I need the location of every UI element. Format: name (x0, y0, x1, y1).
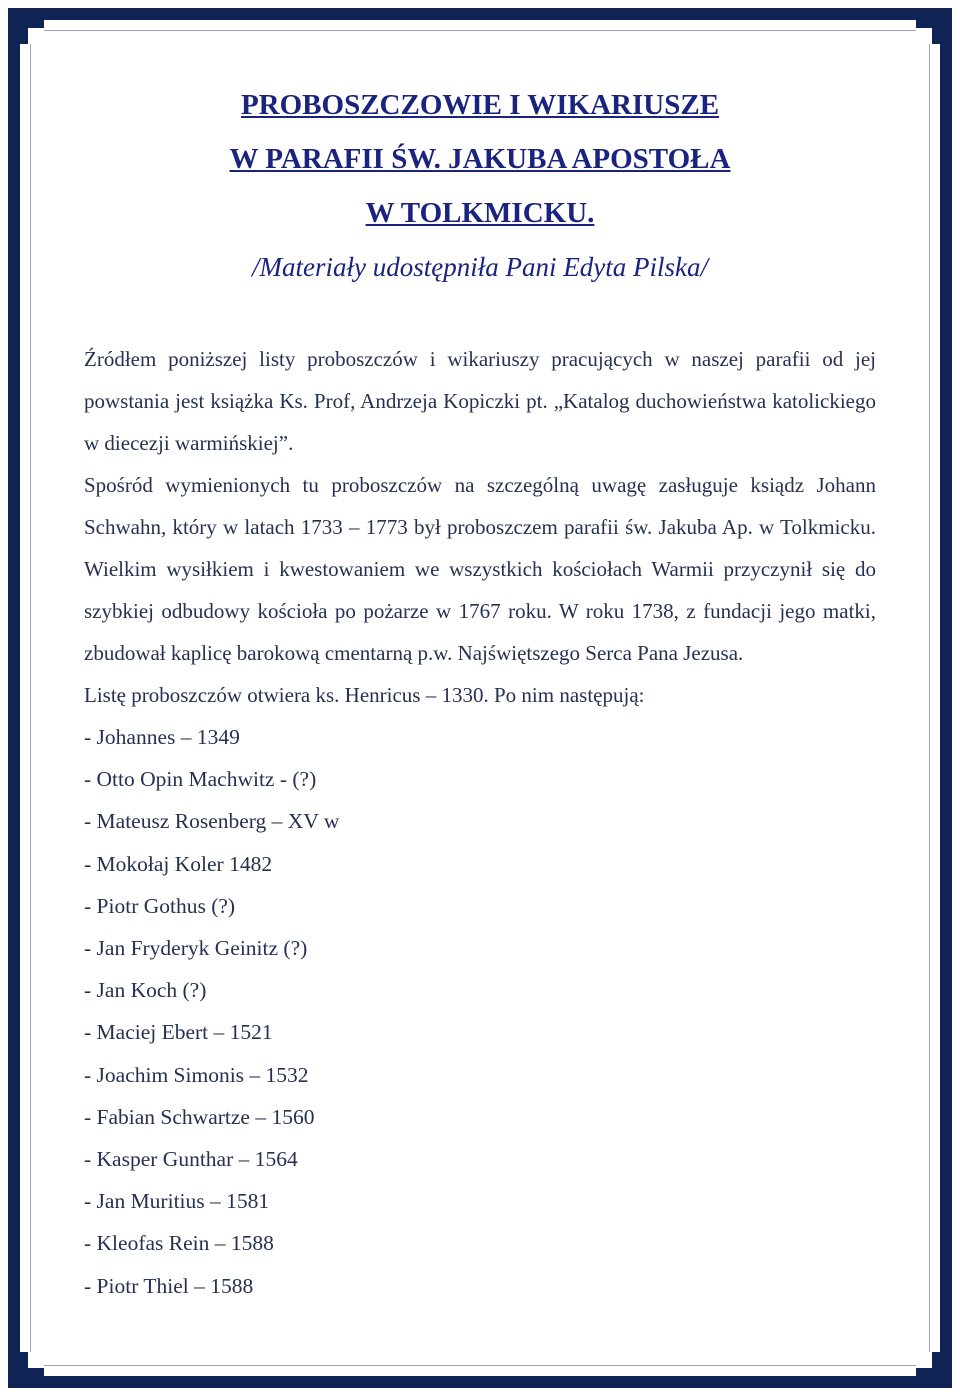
list-item: - Kasper Gunthar – 1564 (84, 1147, 298, 1172)
list-item: - Fabian Schwartze – 1560 (84, 1104, 315, 1129)
corner-ornament-bottom-right (916, 1352, 952, 1388)
corner-ornament-bottom-left (8, 1352, 44, 1388)
list-item: - Otto Opin Machwitz - (?) (84, 767, 317, 792)
list-item: - Jan Fryderyk Geinitz (?) (84, 936, 308, 961)
list-item: - Joachim Simonis – 1532 (84, 1062, 309, 1087)
corner-ornament-top-right (916, 8, 952, 44)
list-item: - Maciej Ebert – 1521 (84, 1020, 273, 1045)
list-item: - Jan Koch (?) (84, 978, 207, 1003)
list-item: - Kleofas Rein – 1588 (84, 1231, 274, 1256)
title-line-3: W TOLKMICKU. (365, 197, 595, 229)
list-item: - Mateusz Rosenberg – XV w (84, 809, 340, 834)
corner-ornament-top-left (8, 8, 44, 44)
list-item: - Johannes – 1349 (84, 725, 240, 749)
title-line-2: W PARAFII ŚW. JAKUBA APOSTOŁA (229, 143, 731, 175)
priest-list (84, 716, 876, 1307)
intro-paragraph: Źródłem poniższej listy proboszczów i wikariuszy pracujących w naszej parafii od jej powstania jest książka Ks. Prof, Andrzeja Kopiczki pt. „Katalog duchowieństwa katolickiego w diecezji warmińskiej”. (84, 347, 876, 455)
title-line-1: PROBOSZCZOWIE I WIKARIUSZE (240, 89, 720, 121)
list-item: - Piotr Thiel – 1588 (84, 1273, 254, 1298)
schwahn-paragraph: Spośród wymienionych tu proboszczów na szczególną uwagę zasługuje ksiądz Johann Schwahn, który w latach 1733 – 1773 był proboszczem parafii św. Jakuba Ap. w Tolkmicku. Wielkim wysiłkiem i kwestowaniem we wszystkich kościołach Warmii przyczynił się do szybkiej odbudowy kościoła po pożarze w 1767 roku. W roku 1738, z fundacji jego matki, zbudował kaplicę barokową cmentarną p.w. Najświętszego Serca Pana Jezusa. (84, 473, 876, 665)
list-item: - Jan Muritius – 1581 (84, 1189, 270, 1214)
list-item: - Piotr Gothus (?) (84, 893, 236, 918)
list-intro: Listę proboszczów otwiera ks. Henricus – 1330. Po nim następują: (84, 683, 645, 707)
subtitle: /Materiały udostępniła Pani Edyta Pilska/ (252, 252, 708, 282)
list-item: - Mokołaj Koler 1482 (84, 851, 273, 876)
document-content (84, 78, 876, 1307)
